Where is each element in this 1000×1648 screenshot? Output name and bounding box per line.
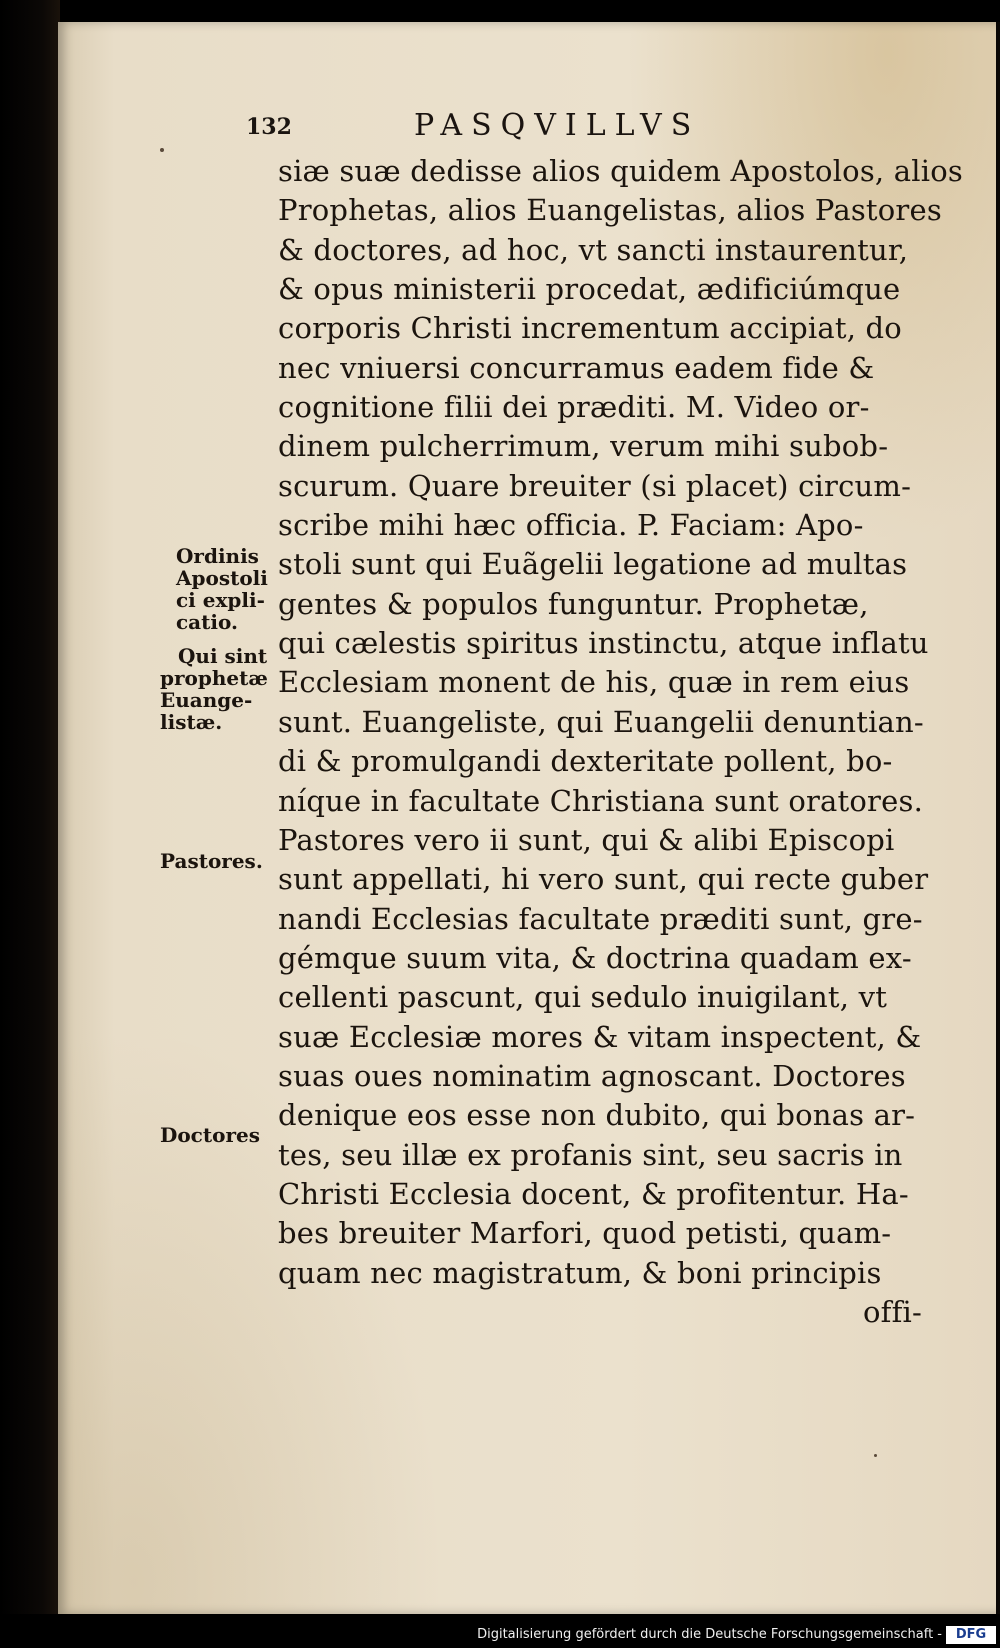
text-line: qui cælestis spiritus instinctu, atque inflatu [278, 626, 929, 661]
text-line: offi- [863, 1294, 922, 1329]
text-line: Ecclesiam monent de his, quæ in rem eius [278, 665, 910, 700]
text-line: suæ Ecclesiæ mores & vitam inspectent, & [278, 1019, 922, 1054]
text-line: gémque suum vita, & doctrina quadam ex- [278, 940, 912, 975]
margin-note-pastores: Pastores. [160, 849, 263, 873]
text-line: quam nec magistratum, & boni principis [278, 1255, 882, 1290]
main-text-block [278, 152, 963, 1332]
text-line: di & promulgandi dexteritate pollent, bo- [278, 744, 893, 779]
text-line: cognitione filii dei præditi. M. Video or- [278, 390, 870, 425]
page-number: 132 [246, 114, 292, 140]
text-line: suas oues nominatim agnoscant. Doctores [278, 1058, 906, 1093]
text-line: denique eos esse non dubito, qui bonas ar- [278, 1098, 916, 1133]
text-line: & doctores, ad hoc, vt sancti instaurentur, [278, 232, 909, 267]
margin-note-line: ci expli- [176, 588, 265, 612]
text-line: scurum. Quare breuiter (si placet) circum- [278, 468, 912, 503]
dfg-logo: DFG [946, 1626, 996, 1644]
text-line: bes breuiter Marfori, quod petisti, quam- [278, 1216, 892, 1251]
margin-note-doctores: Doctores [160, 1123, 260, 1147]
text-line: scribe mihi hæc officia. P. Faciam: Apo- [278, 508, 864, 543]
text-line: dinem pulcherrimum, verum mihi subob- [278, 429, 889, 464]
margin-note-prophetae [160, 645, 268, 733]
running-head: PASQVILLVS [414, 108, 701, 143]
footer-credit: Digitalisierung gefördert durch die Deutsche Forschungsgemeinschaft - [477, 1627, 942, 1642]
text-line: tes, seu illæ ex profanis sint, seu sacris in [278, 1137, 903, 1172]
text-line: & opus ministerii procedat, ædificiúmque [278, 272, 901, 307]
text-line: Prophetas, alios Euangelistas, alios Pastores [278, 193, 942, 228]
text-line: Pastores vero ii sunt, qui & alibi Episcopi [278, 822, 895, 857]
text-line: sunt appellati, hi vero sunt, qui recte guber [278, 862, 929, 897]
ink-speck [874, 1454, 877, 1457]
margin-note-line: Apostoli [176, 566, 268, 590]
page-header [246, 108, 846, 148]
text-line: nec vniuersi concurramus eadem fide & [278, 350, 875, 385]
margin-note-apostoli [176, 545, 268, 633]
digitization-footer [0, 1614, 1000, 1648]
text-line: cellenti pascunt, qui sedulo inuigilant, vt [278, 980, 888, 1015]
text-line: nandi Ecclesias facultate præditi sunt, gre- [278, 901, 923, 936]
margin-note-line: Ordinis [176, 544, 259, 568]
text-line: gentes & populos funguntur. Prophetæ, [278, 586, 869, 621]
margin-note-line: Qui sint [178, 644, 268, 668]
text-line: corporis Christi incrementum accipiat, do [278, 311, 902, 346]
text-line: níque in facultate Christiana sunt oratores. [278, 783, 923, 818]
text-line: sunt. Euangeliste, qui Euangelii denuntian- [278, 704, 924, 739]
page-edge [996, 22, 1000, 1614]
margin-note-line: catio. [176, 610, 238, 634]
text-line: stoli sunt qui Euãgelii legatione ad multas [278, 547, 908, 582]
margin-note-line: Euange- [160, 688, 253, 712]
book-spine-shadow [0, 0, 60, 1648]
margin-note-line: listæ. [160, 710, 223, 734]
text-line: siæ suæ dedisse alios quidem Apostolos, alios [278, 154, 963, 188]
margin-note-line: prophetæ [160, 666, 268, 690]
text-line: Christi Ecclesia docent, & profitentur. Ha- [278, 1176, 909, 1211]
ink-speck [160, 148, 164, 152]
